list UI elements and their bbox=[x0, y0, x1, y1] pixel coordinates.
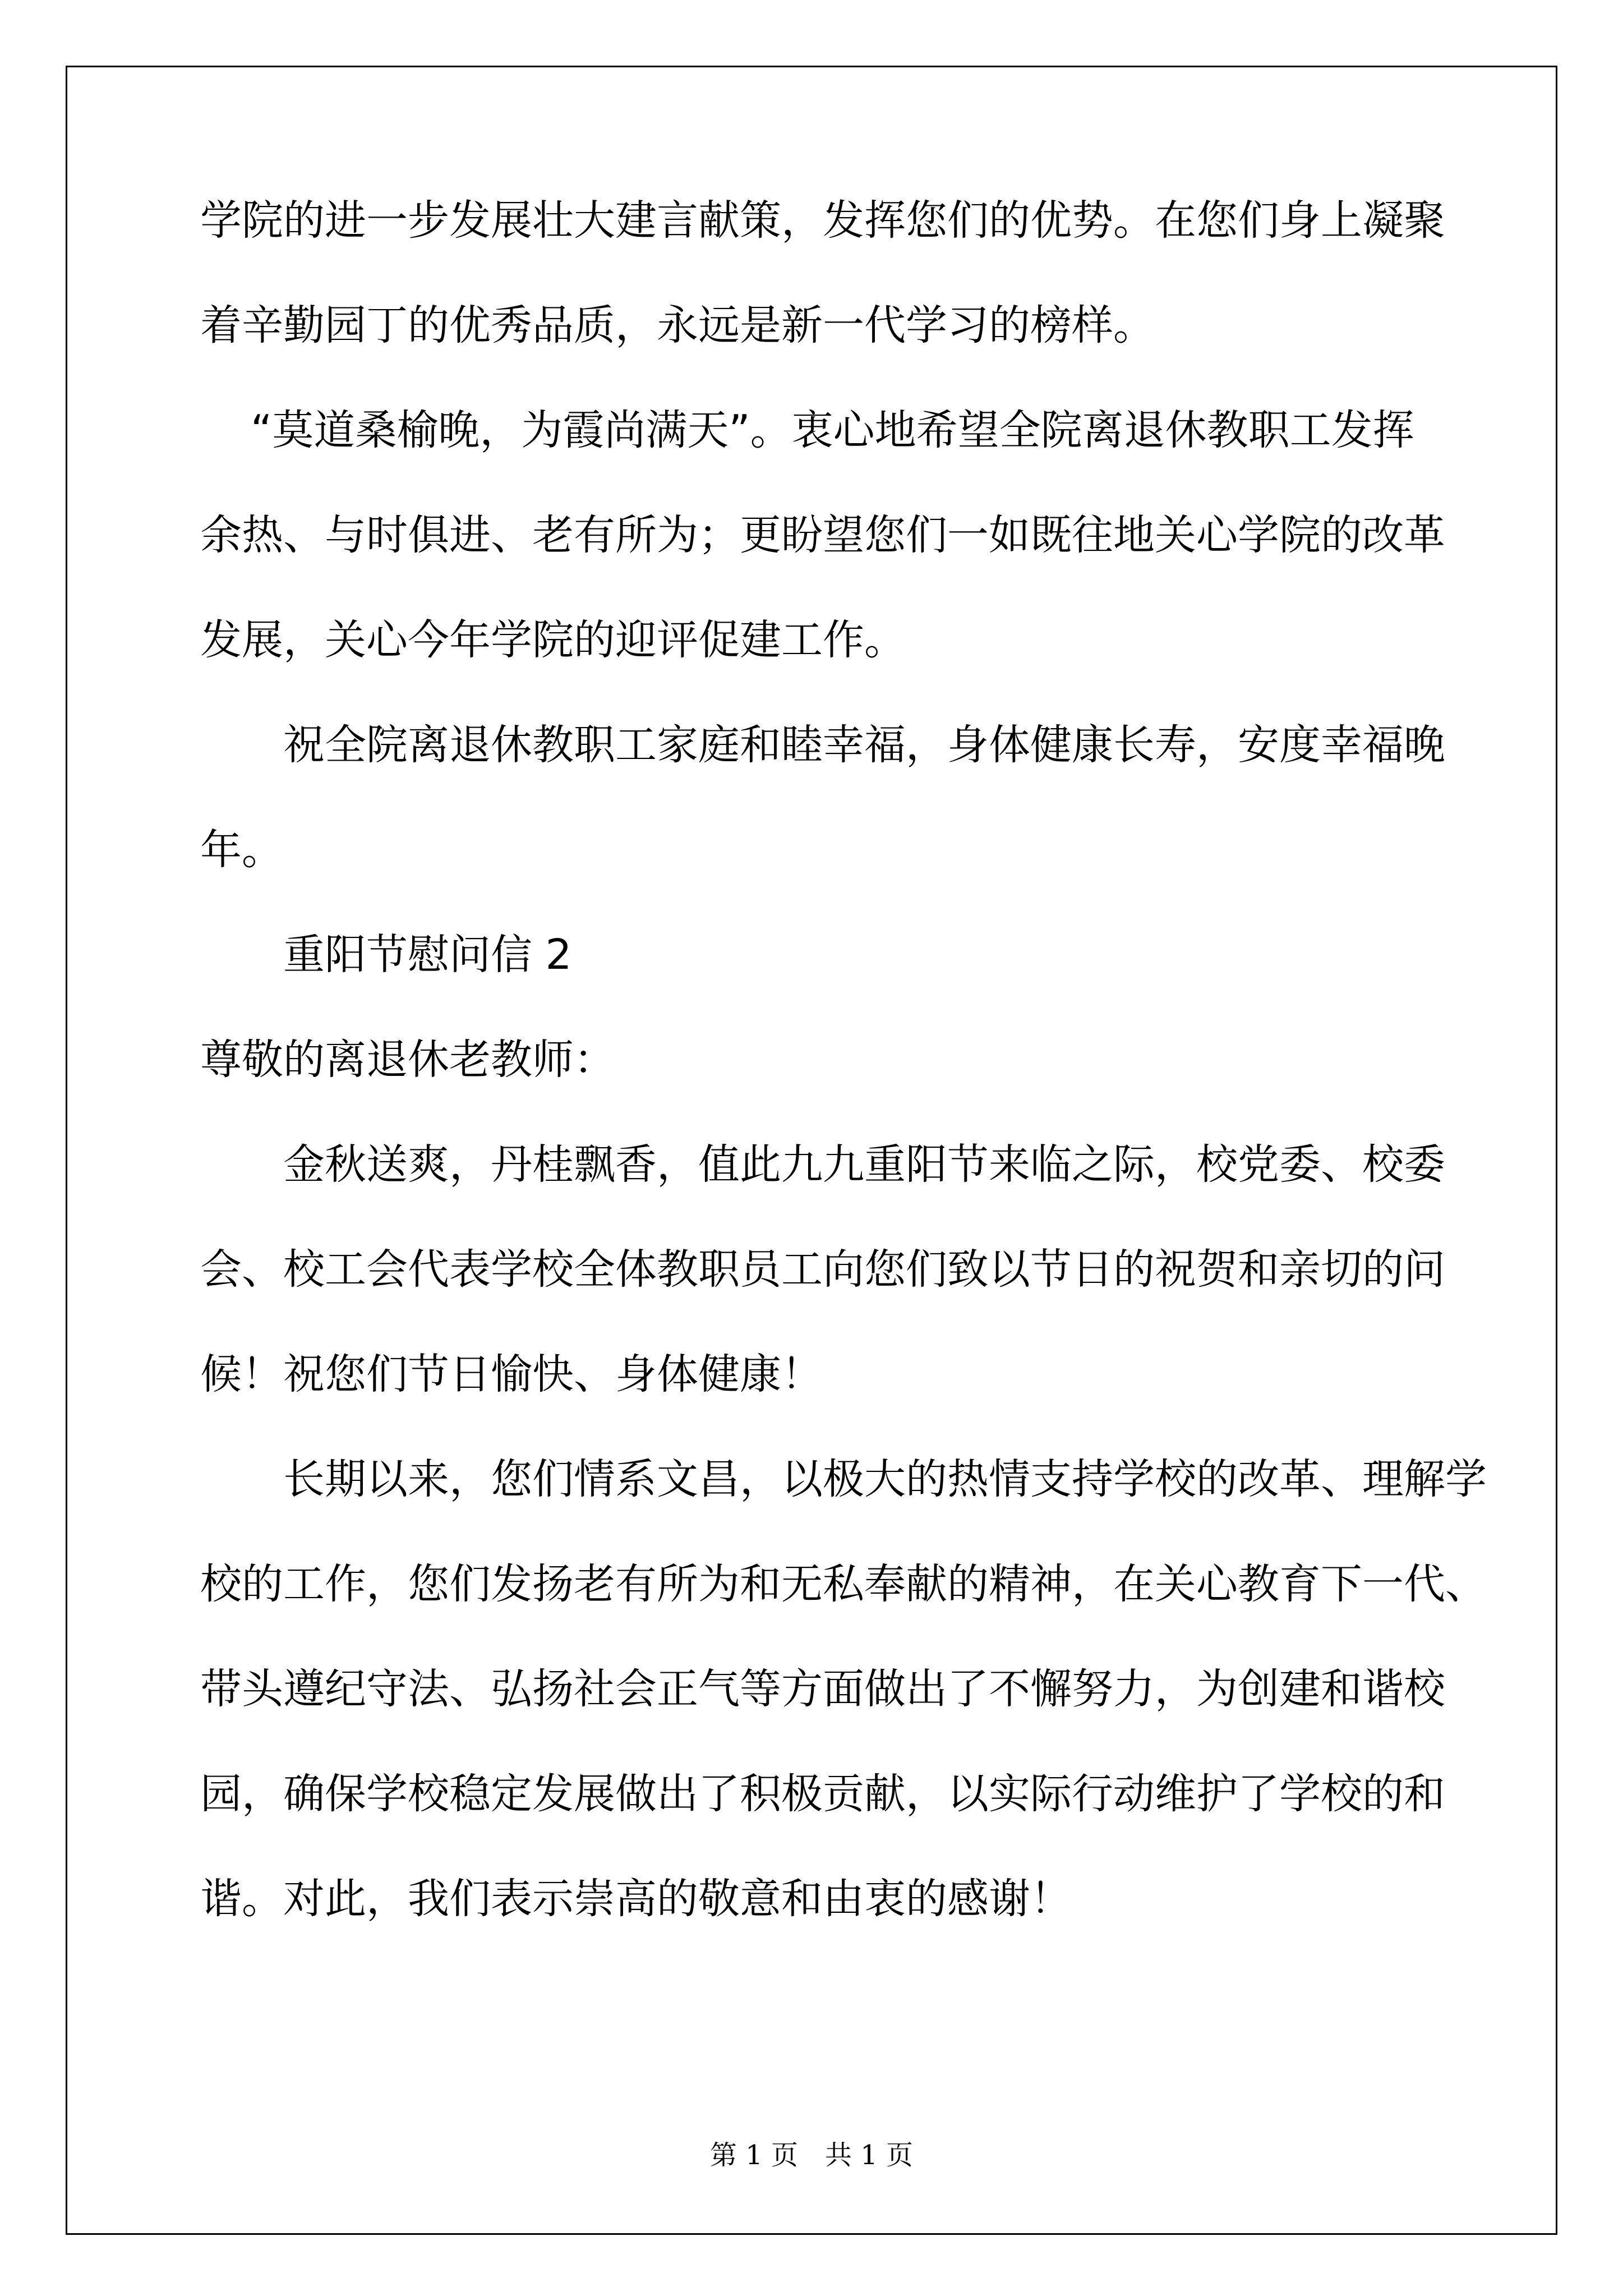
text-line: 祝全院离退休教职工家庭和睦幸福，身体健康长寿，安度幸福晚 bbox=[283, 721, 1445, 769]
salutation: 尊敬的离退休老教师： bbox=[200, 1036, 615, 1084]
text-line: 带头遵纪守法、弘扬社会正气等方面做出了不懈努力，为创建和谐校 bbox=[200, 1665, 1445, 1713]
text-line: 金秋送爽，丹桂飘香，值此九九重阳节来临之际，校党委、校委 bbox=[283, 1140, 1445, 1189]
text-line: 谐。对此，我们表示崇高的敬意和由衷的感谢！ bbox=[200, 1875, 1072, 1923]
text-line: 年。 bbox=[200, 826, 283, 874]
text-line: 候！祝您们节日愉快、身体健康！ bbox=[200, 1350, 823, 1398]
text-line: 学院的进一步发展壮大建言献策，发挥您们的优势。在您们身上凝聚 bbox=[200, 196, 1445, 245]
section-title: 重阳节慰问信 2 bbox=[283, 931, 572, 979]
page-number: 第 1 页 共 1 页 bbox=[709, 2139, 914, 2171]
text-line: “莫道桑榆晚，为霞尚满天”。衷心地希望全院离退休教职工发挥 bbox=[251, 406, 1414, 454]
text-line: 园，确保学校稳定发展做出了积极贡献，以实际行动维护了学校的和 bbox=[200, 1770, 1445, 1818]
text-line: 长期以来，您们情系文昌，以极大的热情支持学校的改革、理解学 bbox=[283, 1455, 1487, 1503]
text-line: 着辛勤园丁的优秀品质，永远是新一代学习的榜样。 bbox=[200, 301, 1155, 349]
text-line: 余热、与时俱进、老有所为；更盼望您们一如既往地关心学院的改革 bbox=[200, 511, 1445, 559]
document-body bbox=[200, 192, 1487, 1976]
text-line: 校的工作，您们发扬老有所为和无私奉献的精神，在关心教育下一代、 bbox=[200, 1560, 1487, 1608]
text-line: 发展，关心今年学院的迎评促建工作。 bbox=[200, 616, 906, 664]
text-line: 会、校工会代表学校全体教职员工向您们致以节日的祝贺和亲切的问 bbox=[200, 1245, 1445, 1294]
